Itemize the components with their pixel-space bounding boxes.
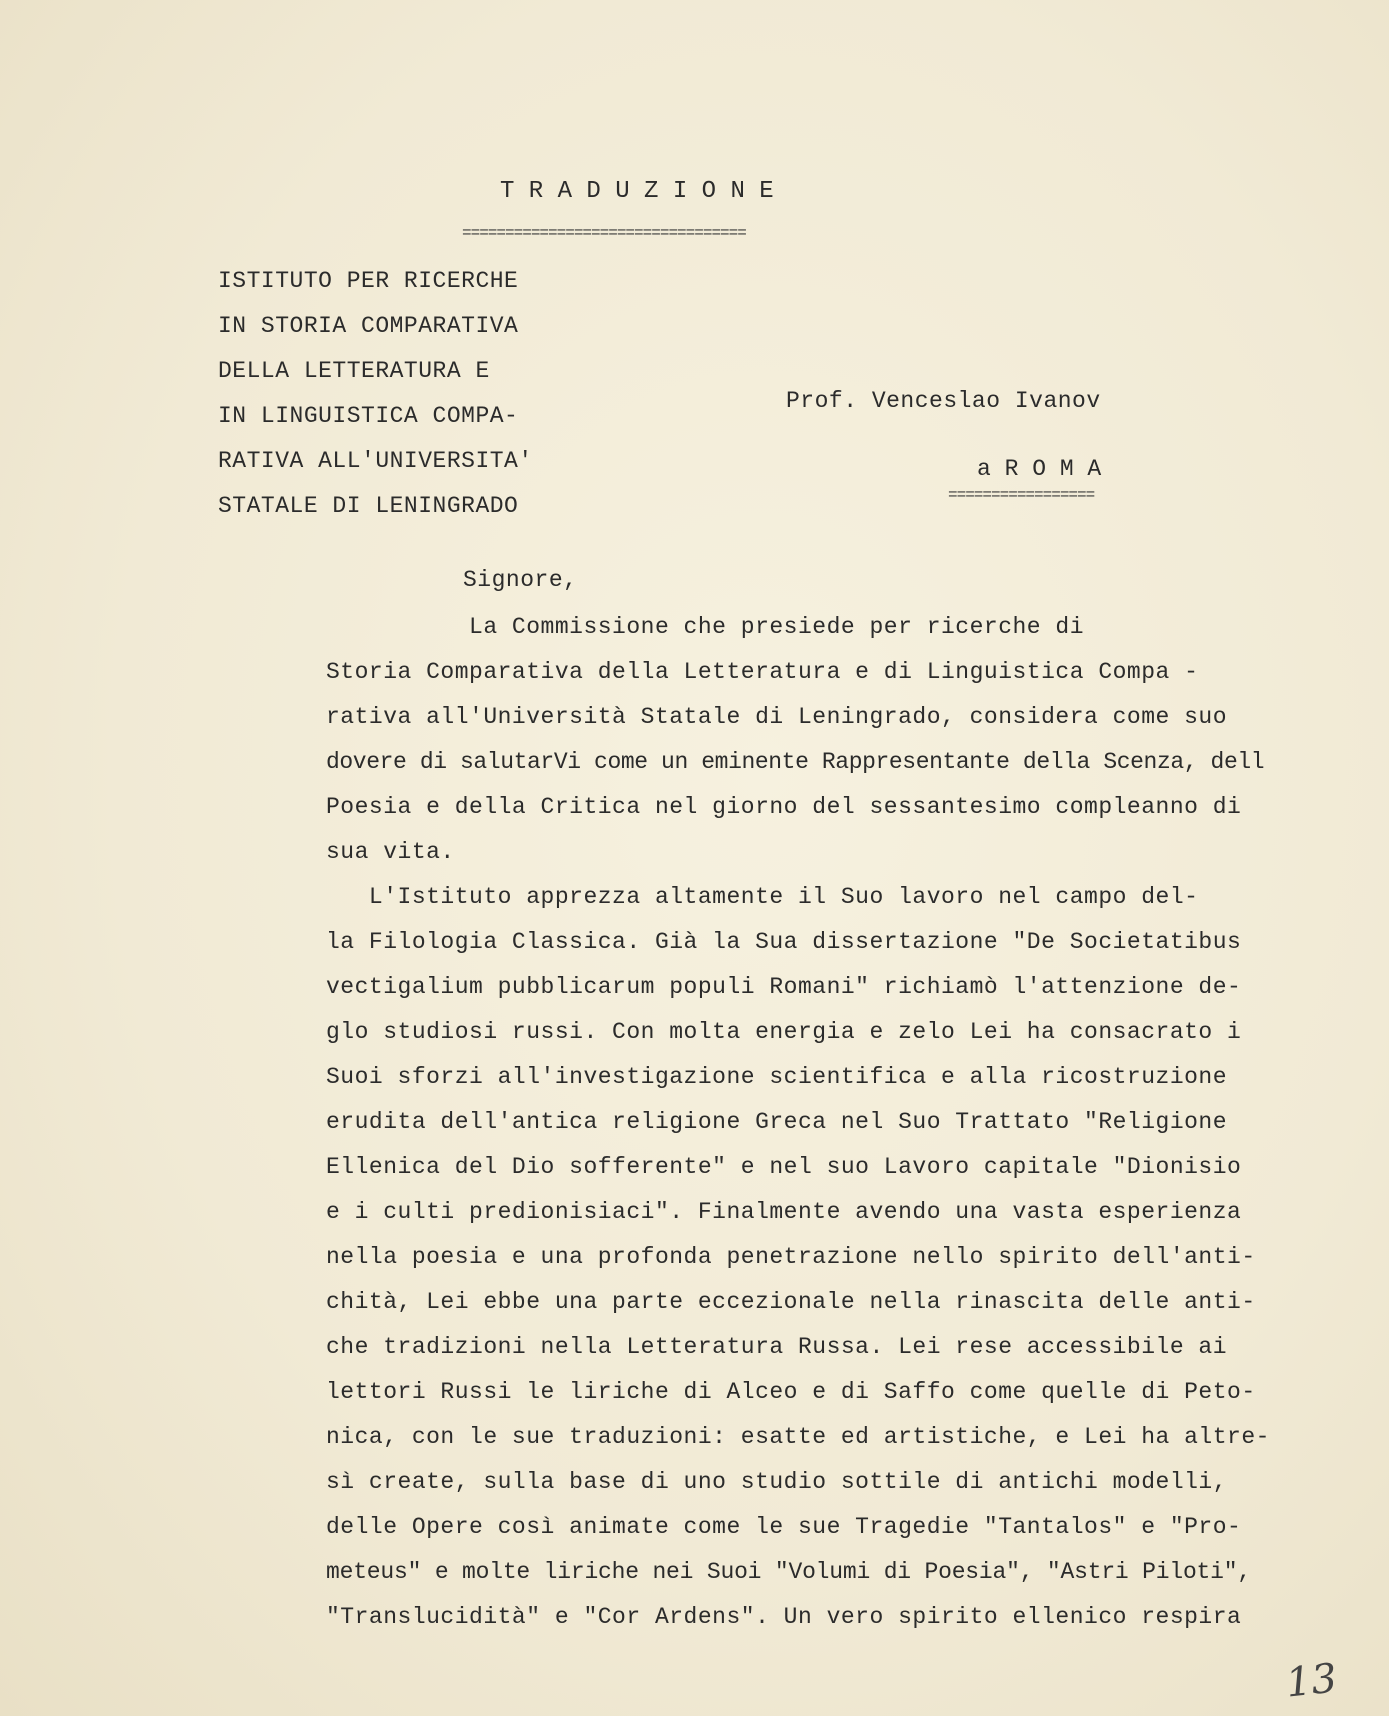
addressee: Prof. Venceslao Ivanov	[786, 388, 1101, 414]
institution-line: DELLA LETTERATURA E	[218, 358, 490, 384]
institution-line: IN LINGUISTICA COMPA-	[218, 403, 519, 429]
body-line: lettori Russi le liriche di Alceo e di Saffo come quelle di Peto-	[326, 1379, 1256, 1405]
body-line: Storia Comparativa della Letteratura e di Linguistica Compa -	[326, 659, 1199, 685]
body-line: sua vita.	[326, 839, 455, 865]
body-line: erudita dell'antica religione Greca nel Suo Trattato "Religione	[326, 1109, 1228, 1135]
body-line: chità, Lei ebbe una parte eccezionale nella rinascita delle anti-	[326, 1289, 1256, 1315]
body-line: glo studiosi russi. Con molta energia e zelo Lei ha consacrato i	[326, 1019, 1242, 1045]
body-line: Poesia e della Critica nel giorno del sessantesimo compleanno di	[326, 794, 1242, 820]
body-line: la Filologia Classica. Già la Sua dissertazione "De Societatibus	[326, 929, 1242, 955]
addressee-city: a R O M A	[977, 456, 1102, 482]
body-line: sì create, sulla base di uno studio sottile di antichi modelli,	[326, 1469, 1228, 1495]
body-line: dovere di salutarVi come un eminente Rappresentante della Scenza, dell	[326, 749, 1265, 775]
salutation: Signore,	[463, 567, 578, 593]
body-line: rativa all'Università Statale di Leningrado, considera come suo	[326, 704, 1228, 730]
institution-line: STATALE DI LENINGRADO	[218, 493, 519, 519]
institution-line: ISTITUTO PER RICERCHE	[218, 268, 519, 294]
institution-line: IN STORIA COMPARATIVA	[218, 313, 519, 339]
title-underline: =================================	[462, 224, 746, 242]
city-underline: =================	[948, 486, 1095, 504]
body-line: "Translucidità" e "Cor Ardens". Un vero spirito ellenico respira	[326, 1604, 1242, 1630]
body-line: delle Opere così animate come le sue Tragedie "Tantalos" e "Pro-	[326, 1514, 1242, 1540]
body-line: che tradizioni nella Letteratura Russa. Lei rese accessibile ai	[326, 1334, 1228, 1360]
body-line: La Commissione che presiede per ricerche di	[326, 614, 1085, 640]
body-line: e i culti predionisiaci". Finalmente avendo una vasta esperienza	[326, 1199, 1242, 1225]
document-title: T R A D U Z I O N E	[500, 178, 774, 205]
body-line: Suoi sforzi all'investigazione scientifica e alla ricostruzione	[326, 1064, 1228, 1090]
body-line: nella poesia e una profonda penetrazione nello spirito dell'anti-	[326, 1244, 1256, 1270]
page-number: 13	[1283, 1655, 1340, 1707]
body-line: meteus" e molte liriche nei Suoi "Volumi di Poesia", "Astri Piloti",	[326, 1559, 1251, 1585]
body-line: L'Istituto apprezza altamente il Suo lavoro nel campo del-	[326, 884, 1199, 910]
body-line: nica, con le sue traduzioni: esatte ed artistiche, e Lei ha altre-	[326, 1424, 1270, 1450]
body-line: vectigalium pubblicarum populi Romani" richiamò l'attenzione de-	[326, 974, 1242, 1000]
body-line: Ellenica del Dio sofferente" e nel suo Lavoro capitale "Dionisio	[326, 1154, 1242, 1180]
institution-line: RATIVA ALL'UNIVERSITA'	[218, 448, 533, 474]
